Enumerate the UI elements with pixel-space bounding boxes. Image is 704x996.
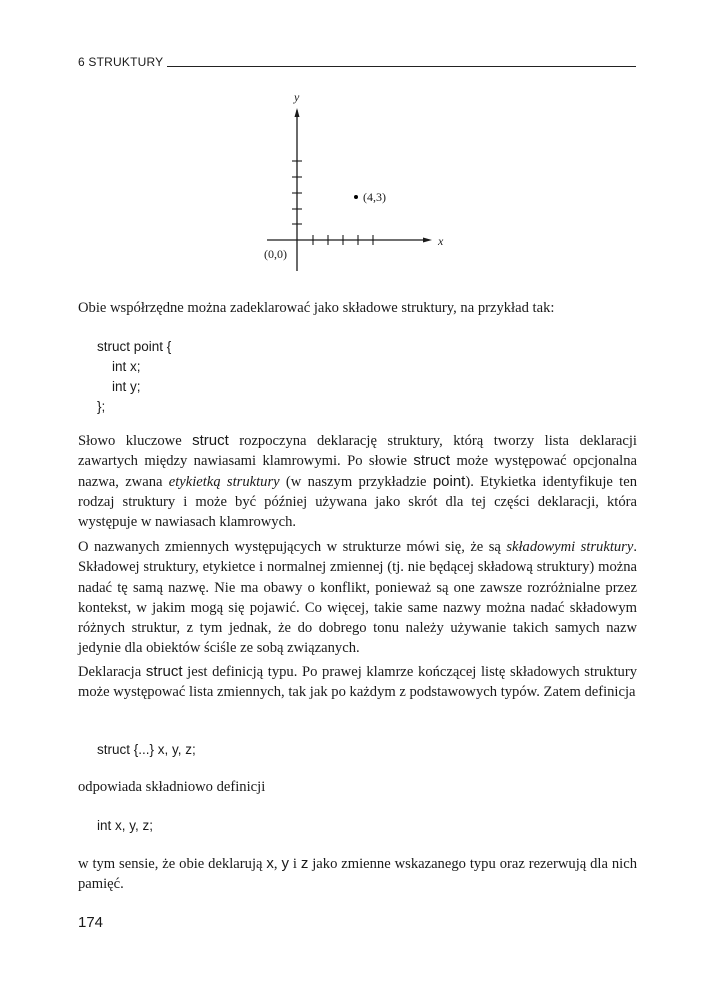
point-label: (4,3) [363, 190, 386, 204]
keyword-struct: struct [413, 452, 451, 470]
code-int-xyz: int x, y, z; [97, 818, 154, 833]
running-header [78, 50, 636, 68]
keyword-point: point [432, 472, 466, 490]
code-line: }; [97, 399, 106, 414]
data-point [354, 195, 358, 199]
code-line: int y; [97, 379, 141, 394]
intro-text: Obie współrzędne można zadeklarować jako składowe struktury, na przykład tak: [78, 300, 555, 316]
coordinate-figure [260, 88, 460, 278]
origin-label: (0,0) [264, 247, 287, 261]
keyword-struct: struct [192, 432, 229, 449]
x-axis-arrow [423, 238, 432, 243]
term-structure-tag: etykietką struktury [168, 473, 280, 490]
term-structure-members: składowymi struktury [506, 539, 634, 555]
code-line: int x; [97, 359, 141, 374]
identifier-x: x [266, 855, 274, 872]
paragraph-memory: w tym sensie, że obie deklarują x, y i z jako zmienne wskazanego typu oraz rezerwują dla nich pamięć. [78, 855, 638, 893]
code-struct-xyz: struct {...} x, y, z; [97, 742, 196, 757]
paragraph-type-definition: Deklaracja struct jest definicją typu. Po prawej klamrze kończącej listę składowych struktury może występować lista zmiennych, tak jak po każdym z podstawowych typów. Zatem definicja [78, 663, 637, 701]
header-rule [167, 66, 636, 67]
keyword-struct: struct [145, 663, 183, 680]
paragraph-struct-keyword: Słowo kluczowe struct rozpoczyna deklarację struktury, którą tworzy lista deklaracji zawartych między nawiasami klamrowymi. Po słowie struct może występować opcjonalna nazwa, zwana etykietką struktury (w naszym przykładzie point). Etykietka identyfikuje ten rodzaj struktury i może być później używana jako skrót dla tej części deklaracji, która występuje w nawiasach klamrowych. [78, 432, 637, 531]
x-axis-label: x [438, 234, 444, 248]
paragraph-struct-members: O nazwanych zmiennych występujących w strukturze mówi się, że są składowymi struktury. Składowej struktury, etykietce i normalnej zmiennej (tj. nie będącej składową struktury) można nadać tę samą nazwę. Nie ma obawy o konflikt, ponieważ są one zawsze rozróżnialne przez kontekst, w jakim mogą się pojawić. Co więcej, takie same nazwy można nadać składowym różnych struktur, z tym jednak, że do dobrego tonu należy używanie takich samych nazw jedynie dla obiektów ściśle ze sobą związanych. [78, 539, 637, 657]
y-axis-arrow [295, 108, 300, 117]
chapter-title: 6 STRUKTURY [78, 55, 164, 69]
code-line: struct point { [97, 339, 172, 354]
paragraph-equivalent: odpowiada składniowo definicji [78, 779, 266, 795]
code-struct-point [97, 337, 171, 417]
y-axis-label: y [294, 90, 300, 104]
identifier-y: y [281, 855, 289, 872]
identifier-z: z [300, 855, 309, 872]
page-number: 174 [78, 914, 104, 931]
